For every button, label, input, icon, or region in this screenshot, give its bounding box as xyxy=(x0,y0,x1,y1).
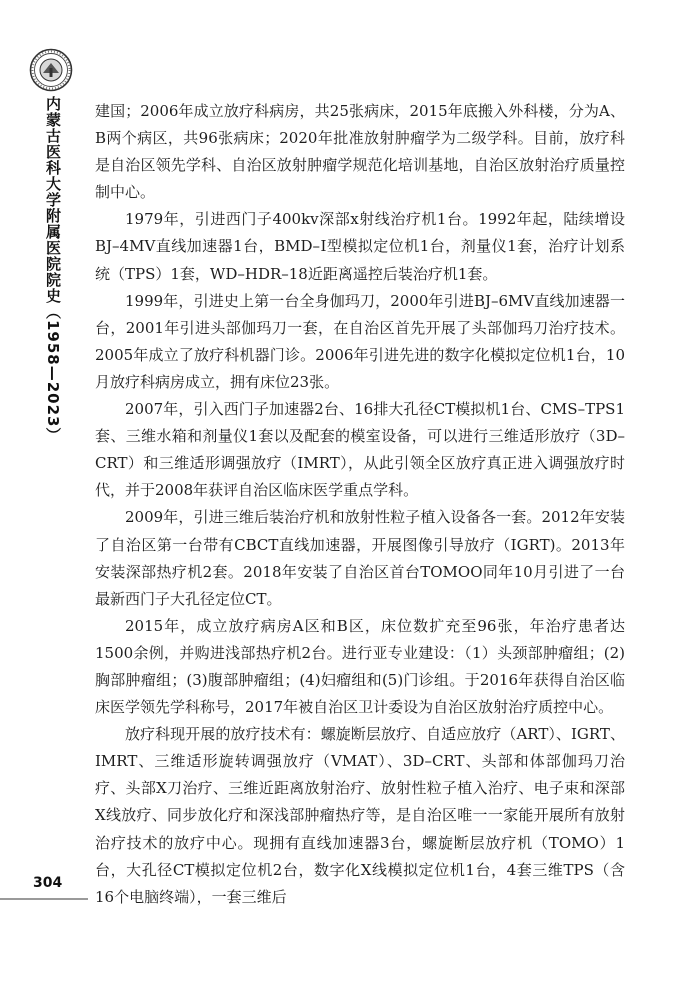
body-text xyxy=(95,98,625,911)
paragraph-6: 2015年，成立放疗病房A区和B区，床位数扩充至96张，年治疗患者达1500余例，并购进浅部热疗机2台。进行亚专业建设：（1）头颈部肿瘤组；(2)胸部肿瘤组；(3)腹部肿瘤组；(4)妇瘤组和(5)门诊组。于2016年获得自治区临床医学领先学科称号，2017年被自治区卫计委设为自治区放射治疗质控中心。 xyxy=(95,616,625,717)
paragraph-5: 2009年，引进三维后装治疗机和放射性粒子植入设备各一套。2012年安装了自治区第一台带有CBCT直线加速器，开展图像引导放疗（IGRT)。2013年安装深部热疗机2套。2018年安装了自治区首台TOMOO同年10月引进了一台最新西门子大孔径定位CT。 xyxy=(95,508,625,608)
university-seal-icon xyxy=(29,48,73,92)
page-number: 304 xyxy=(33,875,63,891)
paragraph-3: 1999年，引进史上第一台全身伽玛刀，2000年引进BJ–6MV直线加速器一台，2001年引进头部伽玛刀一套，在自治区首先开展了头部伽玛刀治疗技术。2005年成立了放疗科机器门诊。2006年引进先进的数字化模拟定位机1台，10月放疗科病房成立，拥有床位23张。 xyxy=(95,291,625,391)
running-head: 内蒙古医科大学附属医院院史（1958—2023） xyxy=(44,96,62,444)
paragraph-7: 放疗科现开展的放疗技术有：螺旋断层放疗、自适应放疗（ART）、IGRT、IMRT、三维适形旋转调强放疗（VMAT）、3D–CRT、头部和体部伽玛刀治疗、头部X刀治疗、三维近距离放射治疗、放射性粒子植入治疗、电子束和深部X线放疗、同步放化疗和深浅部肿瘤热疗等，是自治区唯一一家能开展所有放射治疗技术的放疗中心。现拥有直线加速器3台，螺旋断层放疗机（TOMO）1台，大孔径CT模拟定位机2台，数字化X线模拟定位机1台，4套三维TPS（含16个电脑终端），一套三维后 xyxy=(95,725,625,906)
paragraph-4: 2007年，引入西门子加速器2台、16排大孔径CT模拟机1台、CMS–TPS1套、三维水箱和剂量仪1套以及配套的模室设备，可以进行三维适形放疗（3D–CRT）和三维适形调强放疗（IMRT），从此引领全区放疗真正进入调强放疗时代，并于2008年获评自治区临床医学重点学科。 xyxy=(95,400,625,500)
paragraph-1: 建国；2006年成立放疗科病房，共25张病床，2015年底搬入外科楼，分为A、B两个病区，共96张病床；2020年批准放射肿瘤学为二级学科。目前，放疗科是自治区领先学科、自治区放射肿瘤学规范化培训基地，自治区放射治疗质量控制中心。 xyxy=(95,102,625,202)
page-rule xyxy=(0,898,88,900)
paragraph-2: 1979年，引进西门子400kv深部x射线治疗机1台。1992年起，陆续增设BJ–4MV直线加速器1台，BMD–Ⅰ型模拟定位机1台，剂量仪1套，治疗计划系统（TPS）1套，WD–HDR–18近距离遥控后装治疗机1套。 xyxy=(95,210,625,283)
